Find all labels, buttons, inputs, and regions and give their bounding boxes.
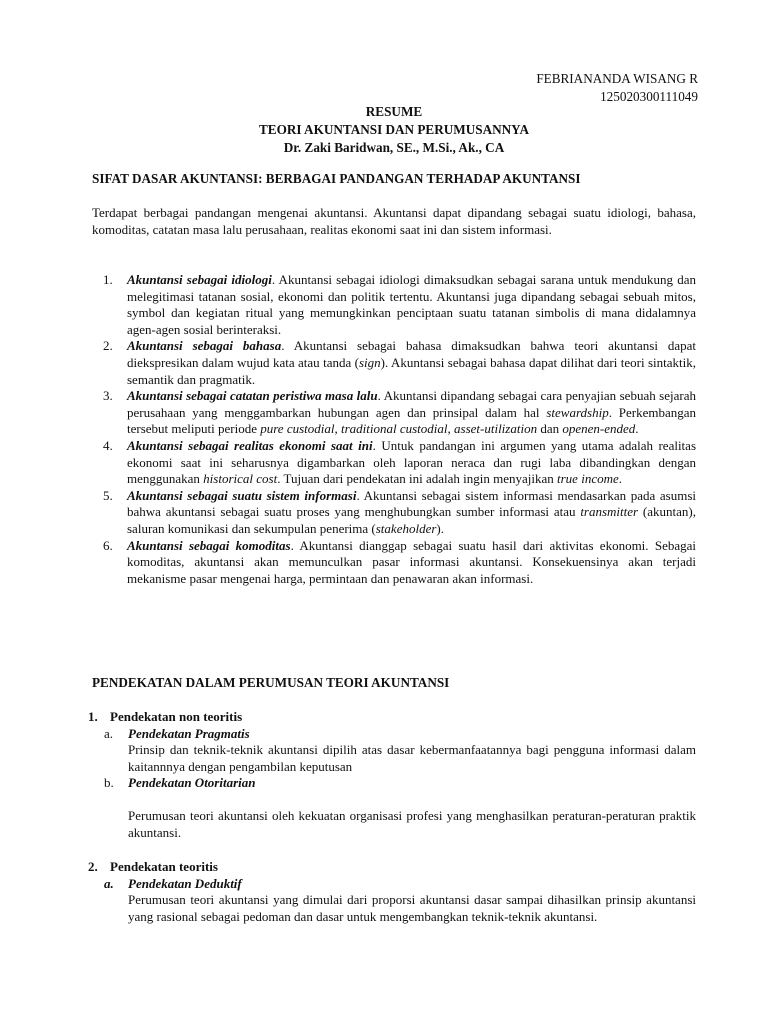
section-1-heading: SIFAT DASAR AKUNTANSI: BERBAGAI PANDANGAN TERHADAP AKUNTANSI bbox=[92, 171, 581, 186]
approach-group-non-teoritis: 1. Pendekatan non teoritis a. Pendekatan Pragmatis Prinsip dan teknik-teknik akuntansi dipilih atas dasar kebermanfaatannya bagi pengguna informasi dalam kaitannnya dengan pengambilan keputusan b. Pendekatan Otoritarian Perumusan teori akuntansi oleh kekuatan organisasi profesi yang menghasilkan peraturan-peraturan praktik akuntansi. bbox=[88, 709, 696, 840]
group-title: Pendekatan non teoritis bbox=[110, 709, 243, 724]
group-title: Pendekatan teoritis bbox=[110, 859, 218, 874]
approach-item-otoritarian: b. Pendekatan Otoritarian bbox=[104, 775, 256, 791]
approach-item-deduktif: a. Pendekatan Deduktif bbox=[104, 875, 242, 891]
author-block bbox=[536, 70, 698, 106]
list-item: 1. Akuntansi sebagai idiologi. Akuntansi sebagai idiologi dimaksudkan sebagai sarana untuk mendukung dan melegitimasi tatanan sosial, ekonomi dan politik tertentu. Akuntansi juga dipandang sebagai sebuah mitos, symbol dan kegiatan ritual yang memungkinkan penciptaan suatu tatanan simbolis di mana didalamnya agen-agen sosial berinteraksi. bbox=[103, 272, 696, 337]
section-2-heading: PENDEKATAN DALAM PERUMUSAN TEORI AKUNTANSI bbox=[92, 675, 450, 690]
views-list bbox=[92, 272, 696, 587]
approach-group-teoritis: 2. Pendekatan teoritis a. Pendekatan Deduktif Perumusan teori akuntansi yang dimulai dari proporsi akuntansi dasar sampai dihasilkan prinsip akuntansi yang rasional sebagai pedoman dan dasar untuk mengembangkan teknik-teknik akuntansi. bbox=[88, 859, 696, 924]
author-name: FEBRIANANDA WISANG R bbox=[536, 71, 698, 86]
list-item: 3. Akuntansi sebagai catatan peristiwa masa lalu. Akuntansi dipandang sebagai cara penyajian sebuah sejarah perusahaan yang menggambarkan hubungan agen dan prinsipal dalam hal stewardship. Perkembangan tersebut meliputi periode pure custodial, traditional custodial, asset-utilization dan openen-ended. bbox=[103, 388, 696, 437]
list-item: 5. Akuntansi sebagai suatu sistem informasi. Akuntansi sebagai sistem informasi mendasarkan pada asumsi bahwa akuntansi sebagai suatu proses yang menghubungkan sumber informasi atau transmitter (akuntan), saluran komunikasi dan sekumpulan penerima (stakeholder). bbox=[103, 487, 697, 536]
list-item: 4. Akuntansi sebagai realitas ekonomi saat ini. Untuk pandangan ini argumen yang utama adalah realitas ekonomi saat ini seharusnya digambarkan oleh laporan neraca dan rugi laba dibandingkan dengan menggunakan historical cost. Tujuan dari pendekatan ini adalah ingin menyajikan true income. bbox=[103, 437, 696, 487]
title-line-2: TEORI AKUNTANSI DAN PERUMUSANNYA bbox=[258, 122, 529, 137]
approach-text-otoritarian: Perumusan teori akuntansi oleh kekuatan organisasi profesi yang menghasilkan peraturan-peraturan praktik akuntansi. bbox=[128, 807, 696, 840]
list-item: 6. Akuntansi sebagai komoditas. Akuntansi dianggap sebagai suatu hasil dari aktivitas ekonomi. Sebagai komoditas, akuntansi akan memunculkan pasar informasi akuntansi. Konsekuensinya akan terjadi mekanisme pasar mengenai harga, permintaan dan penawaran akan informasi. bbox=[103, 537, 696, 586]
section-1-intro: Terdapat berbagai pandangan mengenai akuntansi. Akuntansi dapat dipandang sebagai suatu idiologi, bahasa, komoditas, catatan masa lalu perusahaan, realitas ekonomi saat ini dan sistem informasi. bbox=[92, 205, 696, 237]
title-line-1: RESUME bbox=[365, 104, 423, 119]
list-item: 2. Akuntansi sebagai bahasa. Akuntansi sebagai bahasa dimaksudkan bahwa teori akuntansi dapat diekspresikan dalam wujud kata atau tanda (sign). Akuntansi sebagai bahasa dapat dilihat dari teori sintaktik, semantik dan pragmatik. bbox=[103, 338, 697, 387]
title-line-3: Dr. Zaki Baridwan, SE., M.Si., Ak., CA bbox=[283, 140, 505, 155]
approach-item-pragmatis: a. Pendekatan Pragmatis bbox=[104, 725, 250, 741]
title-block bbox=[0, 103, 768, 157]
approach-text-deduktif: Perumusan teori akuntansi yang dimulai dari proporsi akuntansi dasar sampai dihasilkan prinsip akuntansi yang rasional sebagai pedoman dan dasar untuk mengembangkan teknik-teknik akuntansi. bbox=[128, 892, 696, 924]
author-nim: 125020300111049 bbox=[600, 89, 698, 104]
approach-text-pragmatis: Prinsip dan teknik-teknik akuntansi dipilih atas dasar kebermanfaatannya bagi pengguna informasi dalam kaitannnya dengan pengambilan keputusan bbox=[128, 742, 696, 774]
